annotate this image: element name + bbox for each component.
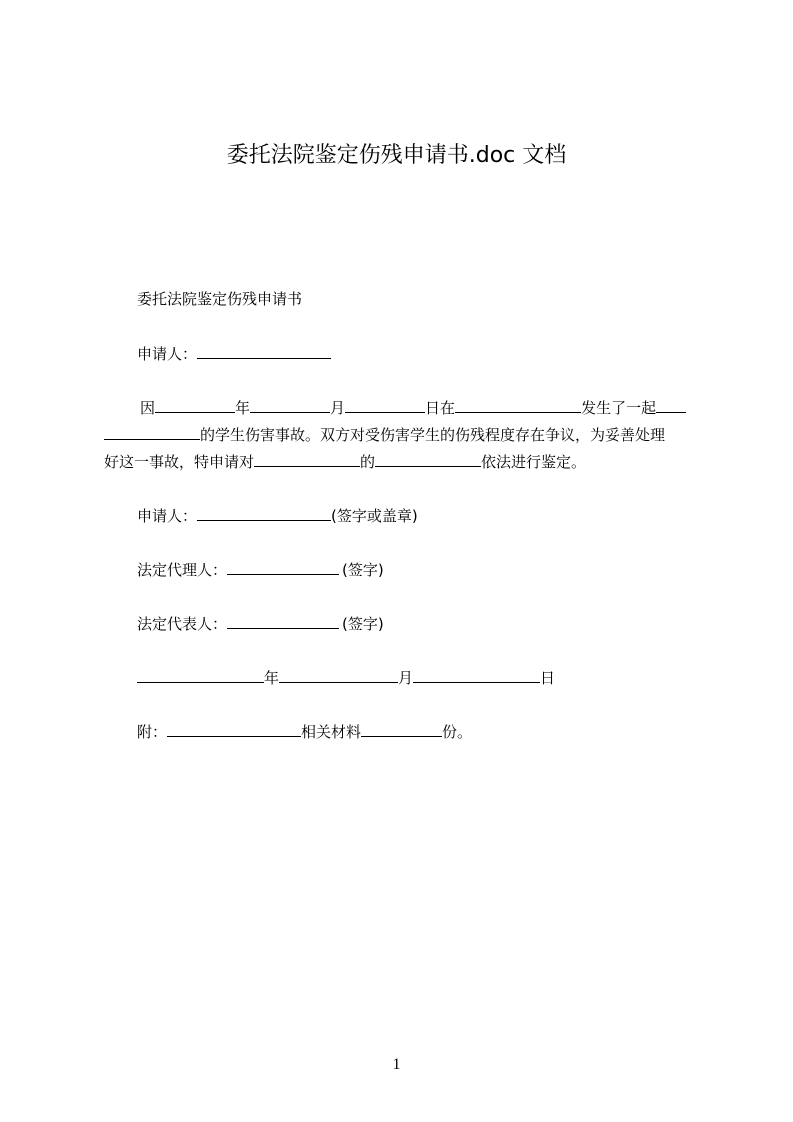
applicant-signature-blank (197, 504, 331, 521)
legal-rep-note: (签字) (342, 615, 384, 633)
legal-agent-note: (签字) (342, 561, 384, 579)
date-month-blank (279, 666, 398, 683)
month-blank (250, 396, 330, 413)
date-day-label: 日 (540, 669, 556, 687)
incident-blank-start (656, 396, 686, 413)
date-year-blank (137, 666, 264, 683)
attachment-end: 份。 (442, 723, 473, 741)
location-blank (455, 396, 581, 413)
student-blank (254, 450, 360, 467)
document-heading: 委托法院鉴定伤残申请书 (137, 290, 303, 308)
legal-agent-label: 法定代理人： (137, 561, 228, 579)
date-month-label: 月 (398, 669, 414, 687)
attachment-blank (167, 720, 301, 737)
legal-rep-line (137, 612, 384, 635)
paragraph-line-2 (104, 423, 665, 446)
attachment-count-blank (361, 720, 442, 737)
page-title: 委托法院鉴定伤残申请书.doc 文档 (226, 143, 567, 168)
paragraph-text: 因 (140, 399, 156, 417)
date-line (137, 666, 555, 689)
incident-blank-end (104, 423, 200, 440)
applicant-label: 申请人： (137, 345, 198, 363)
paragraph-text: 日在 (425, 399, 456, 417)
attachment-line (137, 720, 472, 743)
paragraph-text: 发生了一起 (581, 399, 657, 417)
legal-agent-blank (227, 558, 339, 575)
attachment-middle: 相关材料 (301, 723, 362, 741)
paragraph-line-1 (137, 396, 686, 419)
paragraph-text: 依法进行鉴定。 (481, 453, 587, 471)
signature-applicant-note: (签字或盖章) (331, 507, 418, 525)
date-year-label: 年 (264, 669, 280, 687)
legal-agent-line (137, 558, 384, 581)
applicant-signature-line (137, 504, 418, 527)
day-blank (345, 396, 425, 413)
applicant-line (137, 342, 331, 365)
applicant-blank (197, 342, 331, 359)
injury-blank (375, 450, 481, 467)
date-day-blank (413, 666, 540, 683)
attachment-label: 附： (137, 723, 168, 741)
legal-rep-blank (227, 612, 339, 629)
paragraph-line-3 (104, 450, 586, 473)
paragraph-text: 的学生伤害事故。双方对受伤害学生的伤残程度存在争议，为妥善处理 (200, 426, 666, 444)
paragraph-text: 年 (235, 399, 251, 417)
legal-rep-label: 法定代表人： (137, 615, 228, 633)
paragraph-text: 的 (360, 453, 376, 471)
page-number: 1 (392, 1056, 401, 1073)
paragraph-text: 月 (330, 399, 346, 417)
paragraph-text: 好这一事故，特申请对 (104, 453, 255, 471)
year-blank (155, 396, 235, 413)
signature-applicant-label: 申请人： (137, 507, 198, 525)
